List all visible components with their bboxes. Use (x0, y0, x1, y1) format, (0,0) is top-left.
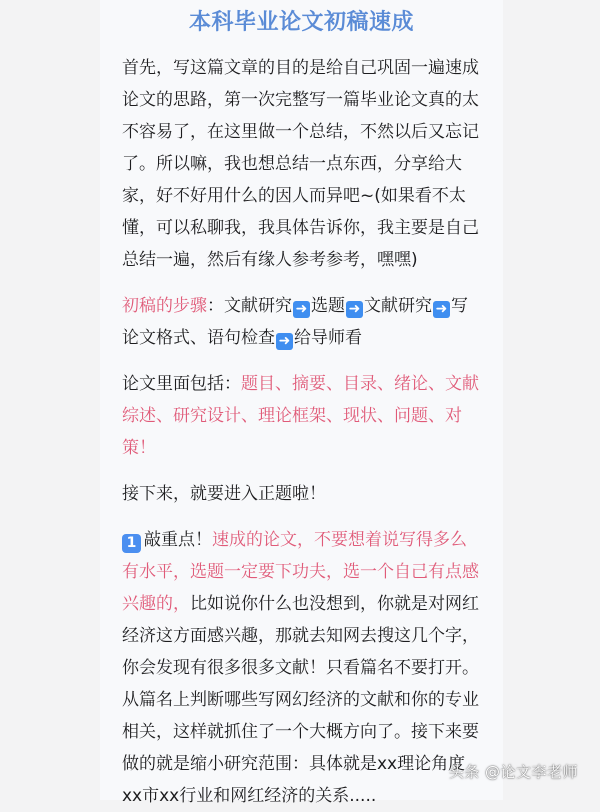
step-4: 写论文格式、语句检查 (122, 296, 468, 348)
article-card (100, 0, 503, 806)
step-2: 选题 (311, 296, 345, 316)
transition-line: 接下来，就要进入正题啦！ (122, 484, 326, 504)
keycap-one-icon: 1 (122, 534, 141, 553)
arrow-right-icon: ➜ (293, 301, 310, 318)
point-1-body: 比如说你什么也没想到，你就是对网红经济这方面感兴趣，那就去知网去搜这几个字，你会发现有很多很多文献！只看篇名不要打开。从篇名上判断哪些写网幻经济的文献和你的专业相关，这样就抓住了一个大概方向了。接下来要做的就是缩小研究范围：具体就是xx理论角度xx市xx行业和网红经济的关系..... (122, 594, 479, 806)
watermark: 头条 @论文李老师 (448, 763, 578, 781)
intro-paragraph: 首先，写这篇文章的目的是给自己巩固一遍速成论文的思路，第一次完整写一篇毕业论文真的太不容易了，在这里做一个总结，不然以后又忘记了。所以嘛，我也想总结一点东西，分享给大家，好不好用什么的因人而异吧~(如果看不太懂，可以私聊我，我具体告诉你，我主要是自己总结一遍，然后有缘人参考参考，嘿嘿) (122, 58, 479, 270)
arrow-right-icon: ➜ (276, 333, 293, 350)
arrow-right-icon: ➜ (346, 301, 363, 318)
step-1: 文献研究 (224, 296, 292, 316)
article-title: 本科毕业论文初稿速成 (188, 10, 414, 35)
point-1-paragraph (122, 524, 481, 812)
point-1-emphasis: 速成的论文，不要想着说写得多么有水平，选题一定要下功夫，选一个自己有点感兴趣的， (122, 530, 479, 614)
contents-items: 题目、摘要、目录、绪论、文献综述、研究设计、理论框架、现状、问题、对策！ (122, 374, 479, 458)
steps-label: 初稿的步骤 (122, 296, 207, 316)
step-3: 文献研究 (364, 296, 432, 316)
arrow-right-icon: ➜ (433, 301, 450, 318)
steps-paragraph (122, 290, 481, 354)
point-1-label: 敲重点！ (144, 530, 212, 550)
contents-label: 论文里面包括： (122, 374, 241, 394)
contents-paragraph (122, 368, 481, 464)
steps-colon: ： (207, 296, 224, 316)
step-5: 给导师看 (294, 328, 362, 348)
